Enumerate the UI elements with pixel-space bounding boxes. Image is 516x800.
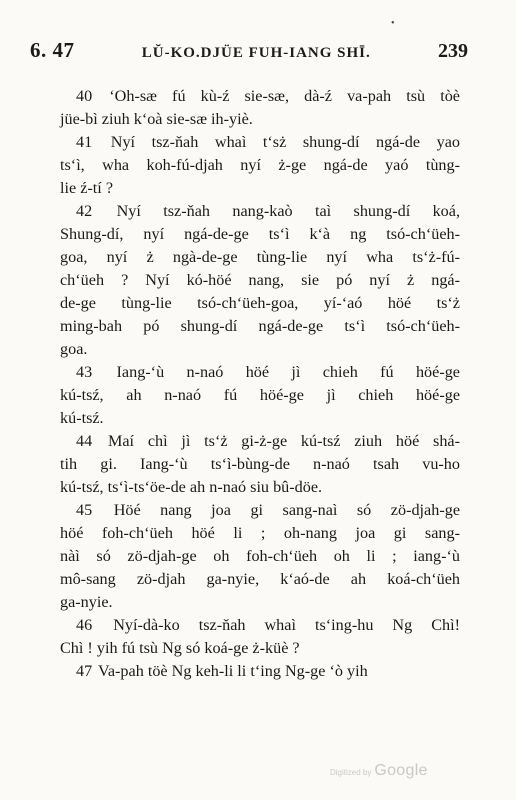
verse-line <box>60 614 460 637</box>
running-title: LŬ-KO.DJÜE FUH-IANG SHĪ. <box>141 45 371 61</box>
verse-line <box>60 223 460 246</box>
verse-number: 46 <box>76 616 93 634</box>
digitized-watermark <box>330 762 428 780</box>
verse-number: 40 <box>76 87 93 105</box>
verse-line-text: ming-bah pó shung-dí ngá-de-ge ts‘ì tsó-ch‘üeh- <box>60 317 460 335</box>
verse-41 <box>60 131 460 200</box>
verse-text-body <box>60 85 460 683</box>
verse-40 <box>60 85 460 131</box>
verse-line-text: jüe-bì ziuh k‘oà sie-sæ ih-yiè. <box>60 110 253 128</box>
verse-line-text: ts‘ì, wha koh-fú-djah nyí ż-ge ngá-de yaó tùng- <box>60 156 460 174</box>
verse-line-text: kú-tsź. <box>60 409 104 427</box>
verse-line-text: Höé nang joa gi sang-naì só zö-djah-ge <box>113 501 460 519</box>
verse-line <box>60 269 460 292</box>
verse-line <box>60 660 460 683</box>
verse-line <box>60 384 460 407</box>
verse-line-text: kú-tsź, ah n-naó fú höé-ge jì chieh höé-ge <box>60 386 460 404</box>
verse-47 <box>60 660 460 683</box>
verse-line <box>60 568 460 591</box>
verse-line <box>60 522 460 545</box>
verse-line <box>60 131 460 154</box>
verse-line-text: ch‘üeh ? Nyí kó-höé nang, sie pó nyí ż ngá- <box>60 271 460 289</box>
verse-line-text: goa. <box>60 340 88 358</box>
verse-line-text: ga-nyie. <box>60 593 113 611</box>
verse-line <box>60 246 460 269</box>
verse-line <box>60 407 460 430</box>
verse-line <box>60 338 460 361</box>
verse-line <box>60 108 460 131</box>
watermark-prefix: Digitized by <box>330 768 372 777</box>
verse-line <box>60 361 460 384</box>
verse-line-text: Nyí-dà-ko tsz-ňah whaì ts‘ing-hu Ng Chì! <box>113 616 460 634</box>
verse-46 <box>60 614 460 660</box>
verse-line <box>60 292 460 315</box>
verse-line <box>60 476 460 499</box>
verse-line <box>60 499 460 522</box>
verse-line-text: Shung-dí, nyí ngá-de-ge ts‘ì k‘à ng tsó-ch‘üeh- <box>60 225 460 243</box>
page-number: 239 <box>437 40 468 62</box>
verse-number: 44 <box>76 432 93 450</box>
verse-line <box>60 154 460 177</box>
verse-line-text: lie ź-tí ? <box>60 179 114 197</box>
verse-line-text: tih gi. Iang-‘ù ts‘ì-bùng-de n-naó tsah vu-ho <box>60 455 460 473</box>
verse-line-text: ‘Oh-sæ fú kù-ź sie-sæ, dà-ź va-pah tsù tòè <box>109 87 460 105</box>
chapter-verse-reference: 6. 47 <box>30 38 75 62</box>
verse-number: 43 <box>76 363 93 381</box>
verse-number: 41 <box>76 133 93 151</box>
verse-line <box>60 591 460 614</box>
verse-43 <box>60 361 460 430</box>
google-logo: Google <box>374 762 428 779</box>
verse-line <box>60 315 460 338</box>
verse-line <box>60 177 460 200</box>
verse-line-text: Va-pah töè Ng keh-li li t‘ing Ng-ge ‘ò yih <box>97 662 368 680</box>
verse-line-text: de-ge tùng-lie tsó-ch‘üeh-goa, yí-‘aó höé ts‘ż <box>60 294 460 312</box>
verse-line-text: Maí chì jì ts‘ż gi-ż-ge kú-tsź ziuh höé shá- <box>107 432 461 450</box>
verse-line <box>60 545 460 568</box>
verse-number: 42 <box>76 202 93 220</box>
verse-line <box>60 200 460 223</box>
verse-line <box>60 637 460 660</box>
verse-line-text: Chì ! yih fú tsù Ng só koá-ge ż-küè ? <box>60 639 300 657</box>
verse-line-text: mô-sang zö-djah ga-nyie, k‘aó-de ah koá-ch‘üeh <box>60 570 460 588</box>
verse-line <box>60 453 460 476</box>
verse-number: 47 <box>76 662 93 680</box>
verse-line-text: höé foh-ch‘üeh höé li ; oh-nang joa gi sang- <box>60 524 460 542</box>
ink-speck: • <box>391 18 395 29</box>
verse-42 <box>60 200 460 361</box>
verse-line-text: Nyí tsz-ňah whaì t‘sż shung-dí ngá-de yao <box>110 133 461 151</box>
verse-line <box>60 85 460 108</box>
verse-line-text: Nyí tsz-ňah nang-kaò taì shung-dí koá, <box>116 202 461 220</box>
verse-45 <box>60 499 460 614</box>
verse-line-text: nàì só zö-djah-ge oh foh-ch‘üeh oh li ; iang-‘ù <box>60 547 460 565</box>
running-header <box>30 38 468 66</box>
verse-number: 45 <box>76 501 93 519</box>
verse-line-text: goa, nyí ż ngà-de-ge tùng-lie nyí wha ts‘ż-fú- <box>60 248 460 266</box>
verse-line-text: kú-tsź, ts‘ì-ts‘öe-de ah n-naó siu bû-döe. <box>60 478 323 496</box>
verse-line <box>60 430 460 453</box>
verse-44 <box>60 430 460 499</box>
verse-line-text: Iang-‘ù n-naó höé jì chieh fú höé-ge <box>116 363 460 381</box>
